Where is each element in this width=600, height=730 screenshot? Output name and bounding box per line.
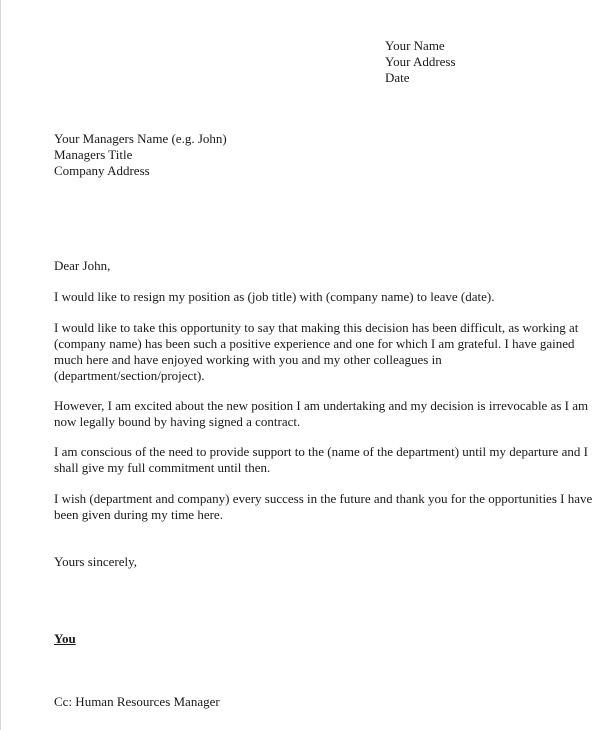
closing: Yours sincerely, <box>54 554 138 569</box>
paragraph-resignation <box>54 289 554 305</box>
text-line: However, I am excited about the new position I am undertaking and my decision is irrevocable as I am <box>54 398 589 413</box>
text-line: now legally bound by having signed a contract. <box>54 414 301 429</box>
recipient-address: Company Address <box>54 163 150 178</box>
paragraph-wishes <box>54 491 593 523</box>
recipient-title: Managers Title <box>54 147 133 162</box>
text-line: I am conscious of the need to provide support to the (name of the department) until my departure and I <box>54 444 588 459</box>
sender-name: Your Name <box>385 38 445 53</box>
text-line: I would like to resign my position as (job title) with (company name) to leave (date). <box>54 289 495 304</box>
salutation: Dear John, <box>54 258 111 273</box>
paragraph-support <box>54 444 588 476</box>
text-line: been given during my time here. <box>54 507 223 522</box>
sender-block <box>385 38 456 86</box>
cc-line: Cc: Human Resources Manager <box>54 694 220 709</box>
text-line: shall give my full commitment until then. <box>54 460 271 475</box>
paragraph-new-position <box>54 398 589 430</box>
text-line: I wish (department and company) every success in the future and thank you for the opportunities I have <box>54 491 593 506</box>
paragraph-gratitude <box>54 320 579 384</box>
recipient-name: Your Managers Name (e.g. John) <box>54 131 227 146</box>
text-line: much here and have enjoyed working with you and my other colleagues in <box>54 352 442 367</box>
text-line: I would like to take this opportunity to say that making this decision has been difficult, as working at <box>54 320 579 335</box>
letter-date: Date <box>385 70 410 85</box>
text-line: (department/section/project). <box>54 368 205 383</box>
sender-address: Your Address <box>385 54 456 69</box>
text-line: (company name) has been such a positive experience and one for which I am grateful. I have gained <box>54 336 575 351</box>
recipient-block <box>54 131 227 179</box>
signature: You <box>54 631 76 646</box>
